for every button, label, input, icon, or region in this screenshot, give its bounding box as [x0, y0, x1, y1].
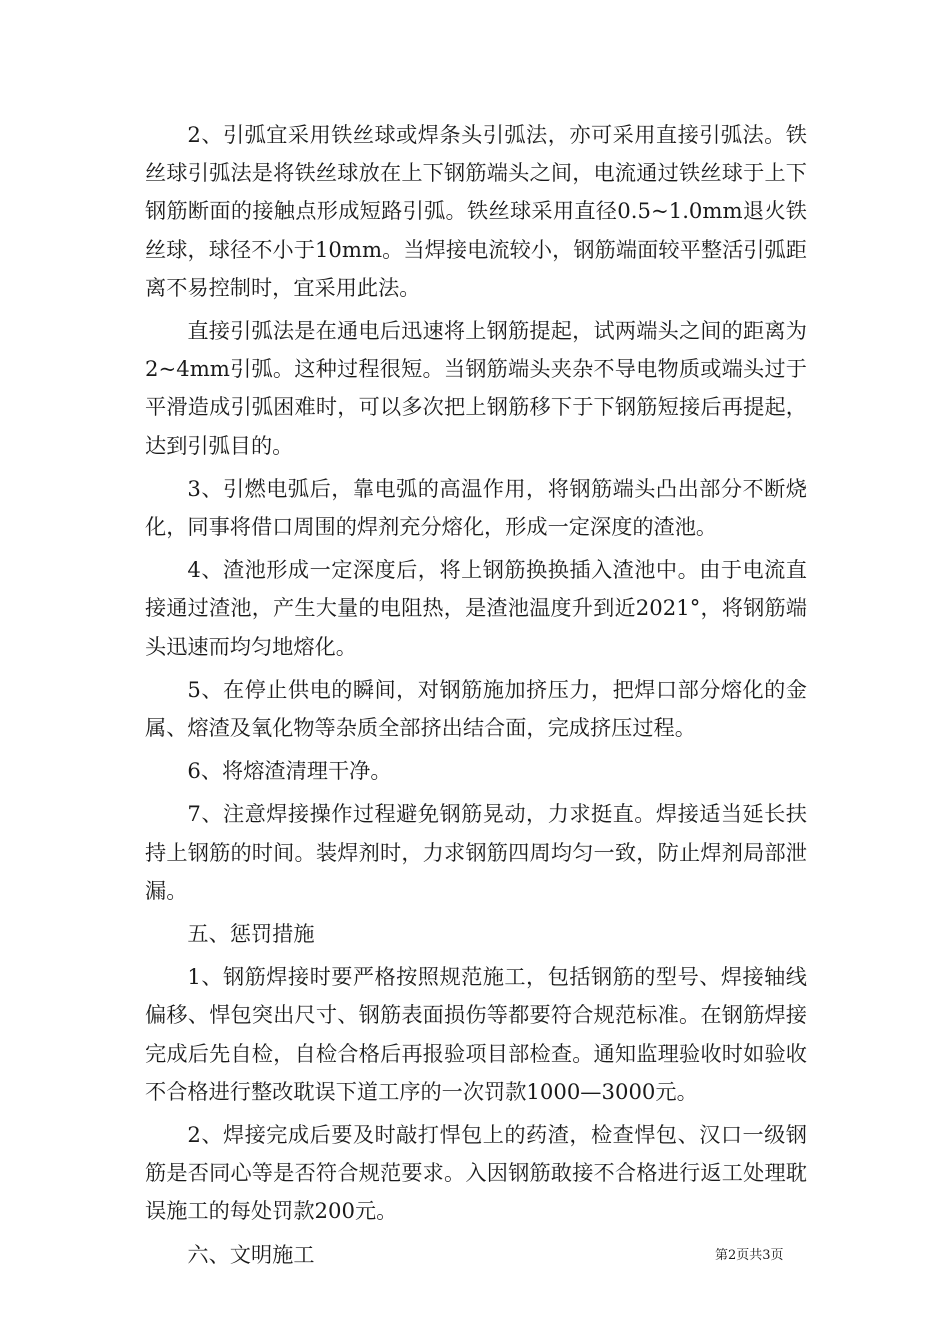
paragraph-step-3: 3、引燃电弧后，靠电弧的高温作用，将钢筋端头凸出部分不断烧化，同事将借口周围的焊剂充分熔化，形成一定深度的渣池。 — [145, 475, 807, 540]
page-number: 第2页共3页 — [715, 1248, 784, 1263]
paragraph-penalty-1: 1、钢筋焊接时要严格按照规范施工，包括钢筋的型号、焊接轴线偏移、悍包突出尺寸、钢筋表面损伤等都要符合规范标准。在钢筋焊接完成后先自检，自检合格后再报验项目部检查。通知监理验收时如验收不合格进行整改耽误下道工序的一次罚款1000—3000元。 — [145, 964, 807, 1104]
paragraph-step-4: 4、渣池形成一定深度后，将上钢筋换换插入渣池中。由于电流直接通过渣池，产生大量的电阻热，是渣池温度升到近2021°，将钢筋端头迅速而均匀地熔化。 — [145, 557, 807, 659]
document-body — [145, 116, 807, 1279]
paragraph-direct-arc: 直接引弧法是在通电后迅速将上钢筋提起，试两端头之间的距离为2~4mm引弧。这种过程很短。当钢筋端头夹杂不导电物质或端头过于平滑造成引弧困难时，可以多次把上钢筋移下于下钢筋短接后再提起，达到引弧目的。 — [145, 318, 807, 458]
paragraph-step-7: 7、注意焊接操作过程避免钢筋晃动，力求挺直。焊接适当延长扶持上钢筋的时间。装焊剂时，力求钢筋四周均匀一致，防止焊剂局部泄漏。 — [145, 801, 807, 903]
paragraph-arc-ignition-methods: 2、引弧宜采用铁丝球或焊条头引弧法，亦可采用直接引弧法。铁丝球引弧法是将铁丝球放在上下钢筋端头之间，电流通过铁丝球于上下钢筋断面的接触点形成短路引弧。铁丝球采用直径0.5~1.0mm退火铁丝球，球径不小于10mm。当焊接电流较小，钢筋端面较平整活引弧距离不易控制时，宜采用此法。 — [145, 122, 807, 300]
paragraph-step-5: 5、在停止供电的瞬间，对钢筋施加挤压力，把焊口部分熔化的金属、熔渣及氧化物等杂质全部挤出结合面，完成挤压过程。 — [145, 676, 807, 741]
section-heading-penalties: 五、惩罚措施 — [187, 921, 315, 947]
paragraph-step-6: 6、将熔渣清理干净。 — [187, 758, 392, 784]
section-heading-civilized-construction: 六、文明施工 — [187, 1241, 315, 1267]
paragraph-penalty-2: 2、焊接完成后要及时敲打悍包上的药渣，检查悍包、汉口一级钢筋是否同心等是否符合规范要求。入因钢筋敢接不合格进行返工处理耽误施工的每处罚款200元。 — [145, 1122, 807, 1224]
